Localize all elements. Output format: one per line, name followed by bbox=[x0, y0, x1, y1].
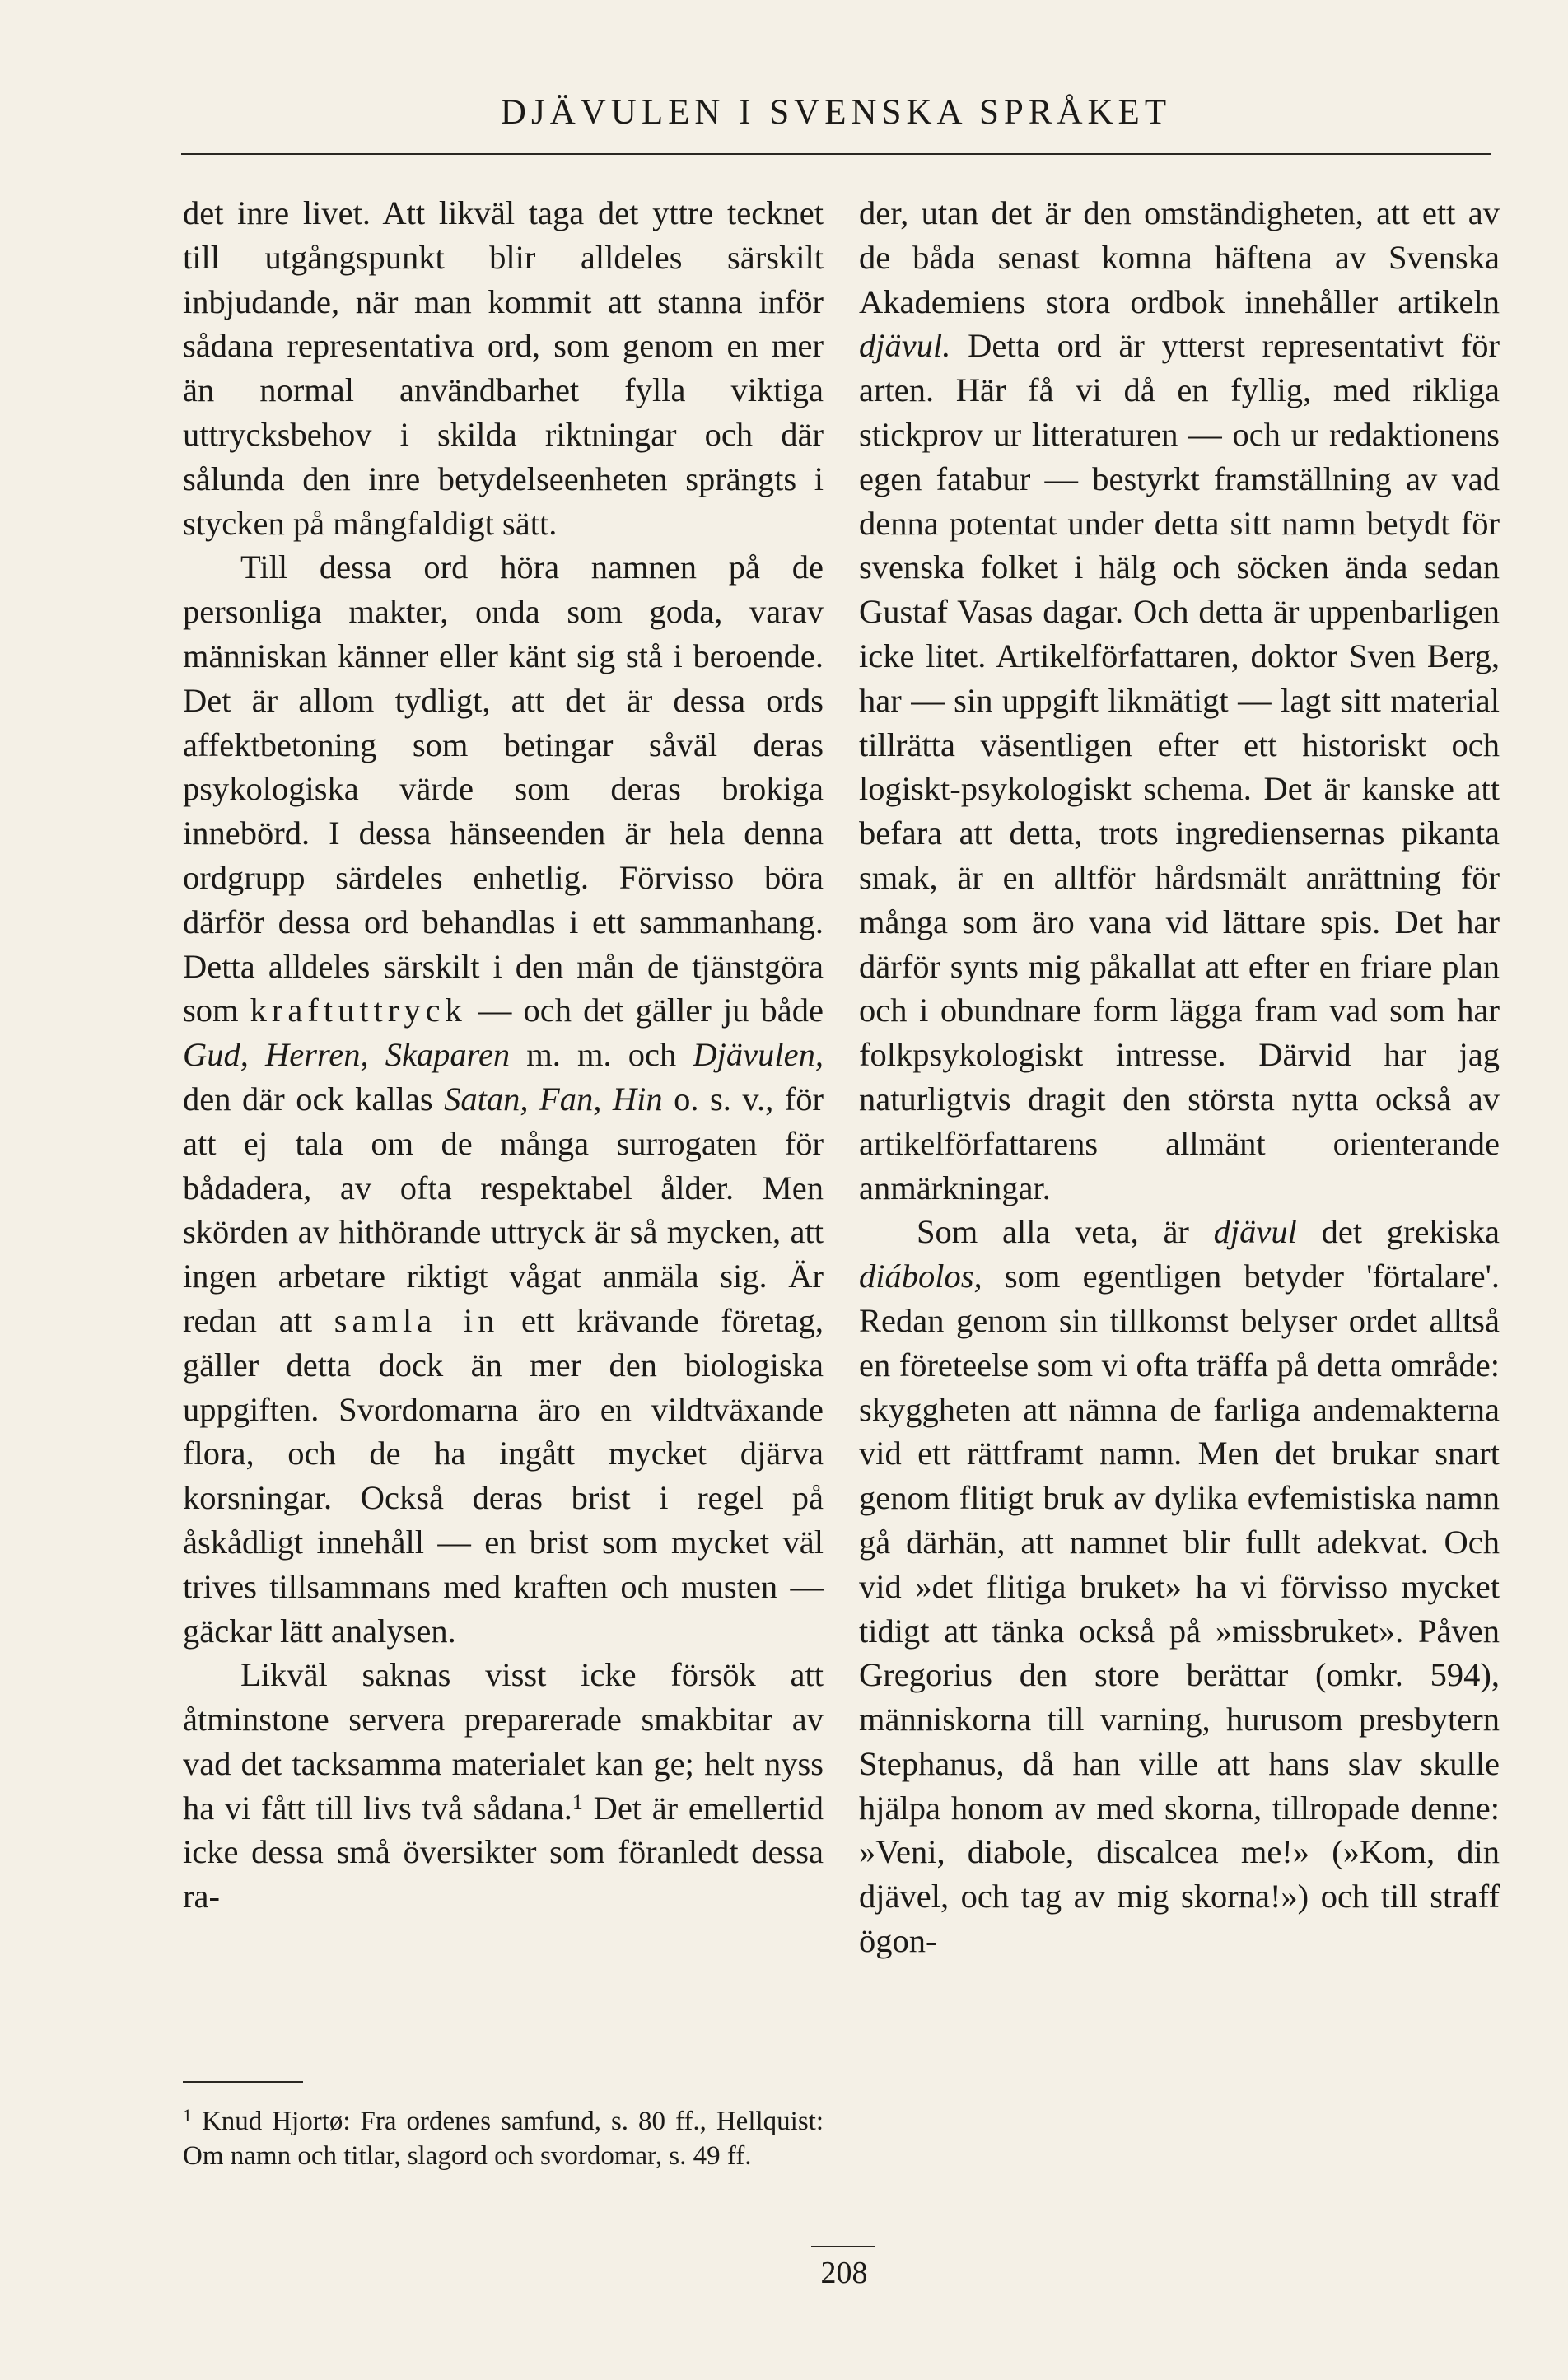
right-paragraph-1 bbox=[859, 191, 1500, 1210]
running-head: DJÄVULEN I SVENSKA SPRÅKET bbox=[500, 93, 1172, 132]
left-p2-text-k: ett krävande företag, gäller detta dock än mer den biologiska uppgiften. Svordomarna äro en vildtväxande flora, och de ha ingått mycket djärva korsningar. Också deras brist i regel på åskådligt innehåll — en brist som mycket väl trives tillsammans med kraften och musten — gäckar lätt analysen. bbox=[183, 1301, 824, 1650]
left-p2-text-c: — och det gäller ju både bbox=[478, 992, 824, 1029]
italic-term-djavul: djävul. bbox=[859, 327, 951, 365]
italic-term-diabolos: diábolos, bbox=[859, 1258, 982, 1295]
left-p2-text-g: den där ock kallas bbox=[183, 1080, 433, 1118]
footnote bbox=[183, 2104, 824, 2173]
italic-names-gud: Gud, Herren, Skaparen bbox=[183, 1036, 511, 1074]
left-p1-text: det inre livet. Att likväl taga det yttre tecknet till utgångspunkt blir alldeles särskilt inbjudande, när man kommit att stanna inför sådana representativa ord, som genom en mer än normal användbarhet fylla viktiga uttrycksbehov i skilda riktningar och där sålunda den inre betydelseenheten sprängts i stycken på mångfaldigt sätt. bbox=[183, 194, 824, 542]
left-paragraph-1 bbox=[183, 191, 824, 545]
page-number: 208 bbox=[820, 2256, 868, 2290]
italic-name-djavulen: Djävulen, bbox=[693, 1036, 824, 1074]
right-paragraph-2 bbox=[859, 1210, 1500, 1963]
right-p1-text-a: der, utan det är den omständigheten, att ett av de båda senast komna häftena av Svenska Akademiens stora ordbok innehåller artikeln bbox=[859, 194, 1500, 320]
left-p3-text-a: Likväl saknas visst icke försök att åtminstone servera preparerade smakbitar av vad det tacksamma materialet kan ge; helt nyss ha vi fått till livs två sådana. bbox=[183, 1656, 824, 1827]
left-p2-text-e: m. m. och bbox=[526, 1036, 677, 1074]
spaced-term-samla-in: samla in bbox=[334, 1301, 500, 1339]
page-number-rule bbox=[811, 2246, 875, 2247]
left-p2-text-a: Till dessa ord höra namnen på de personliga makter, onda som goda, varav människan känner eller känt sig stå i beroende. Det är allom tydligt, att det är dessa ords affektbetoning som betingar såväl deras psykologiska värde som deras brokiga innebörd. I dessa hänseenden är hela denna ordgrupp särdeles enhetlig. Förvisso böra därför dessa ord behandlas i ett sammanhang. Detta alldeles särskilt i den mån de tjänstgöra som bbox=[183, 548, 824, 1029]
footnote-mark: 1 bbox=[183, 2105, 192, 2126]
right-column bbox=[859, 191, 1500, 1963]
right-p2-text-c: det grekiska bbox=[1321, 1213, 1500, 1251]
left-column bbox=[183, 191, 824, 1919]
left-p3-text-b: Det är emellertid icke dessa små översikter som föranledt dessa ra- bbox=[183, 1789, 824, 1916]
spaced-term-kraftuttryck: kraftuttryck bbox=[250, 992, 467, 1029]
footnote-text: Knud Hjortø: Fra ordenes samfund, s. 80 ff., Hellquist: Om namn och titlar, slagord och svordomar, s. 49 ff. bbox=[183, 2107, 824, 2171]
footnote-rule bbox=[183, 2081, 303, 2083]
right-p2-text-e: som egentligen betyder 'förtalare'. Redan genom sin tillkomst belyser ordet alltså en företeelse som vi ofta träffa på detta område: skyggheten att nämna de farliga andemakterna vid ett rättframt namn. Men det brukar snart genom flitigt bruk av dylika evfemistiska namn gå därhän, att namnet blir fullt adekvat. Och vid »det flitiga bruket» ha vi förvisso mycket tidigt att tänka också på »missbruket». Påven Gregorius den store berättar (omkr. 594), människorna till varning, hurusom presbytern Stephanus, då han ville att hans slav skulle hjälpa honom av med skorna, tillropade denne: »Veni, diabole, discalcea me!» (»Kom, din djävel, och tag av mig skorna!») och till straff ögon- bbox=[859, 1258, 1500, 1960]
footnote-reference: 1 bbox=[572, 1790, 583, 1814]
right-p1-text-c: Detta ord är ytterst representativt för arten. Här få vi då en fyllig, med rikliga stickprov ur litteraturen — och ur redaktionens egen fatabur — bestyrkt framställning av vad denna potentat under detta sitt namn betydt för svenska folket i hälg och söcken ända sedan Gustaf Vasas dagar. Och detta är uppenbarligen icke litet. Artikelförfattaren, doktor Sven Berg, har — sin uppgift likmätigt — lagt sitt material tillrätta väsentligen efter ett historiskt och logiskt-psykologiskt schema. Det är kanske att befara att detta, trots ingrediensernas pikanta smak, är en alltför hårdsmält anrättning för många som äro vana vid lättare spis. Det har därför synts mig påkallat att efter en friare plan och i obundnare form lägga fram vad som har folkpsykologiskt intresse. Därvid har jag naturligtvis dragit den största nytta också av artikelförfattarens allmänt orienterande anmärkningar. bbox=[859, 327, 1500, 1206]
italic-term-djavul-2: djävul bbox=[1213, 1213, 1297, 1251]
header-rule bbox=[181, 153, 1491, 155]
italic-names-satan: Satan, Fan, Hin bbox=[444, 1080, 663, 1118]
left-paragraph-2 bbox=[183, 545, 824, 1653]
left-p2-text-i: o. s. v., för att ej tala om de många surrogaten för bådadera, av ofta respektabel ålder. Men skörden av hithörande uttryck är så mycken, att ingen arbetare riktigt vågat anmäla sig. Är redan att bbox=[183, 1080, 824, 1339]
left-paragraph-3 bbox=[183, 1653, 824, 1919]
right-p2-text-a: Som alla veta, är bbox=[917, 1213, 1189, 1251]
